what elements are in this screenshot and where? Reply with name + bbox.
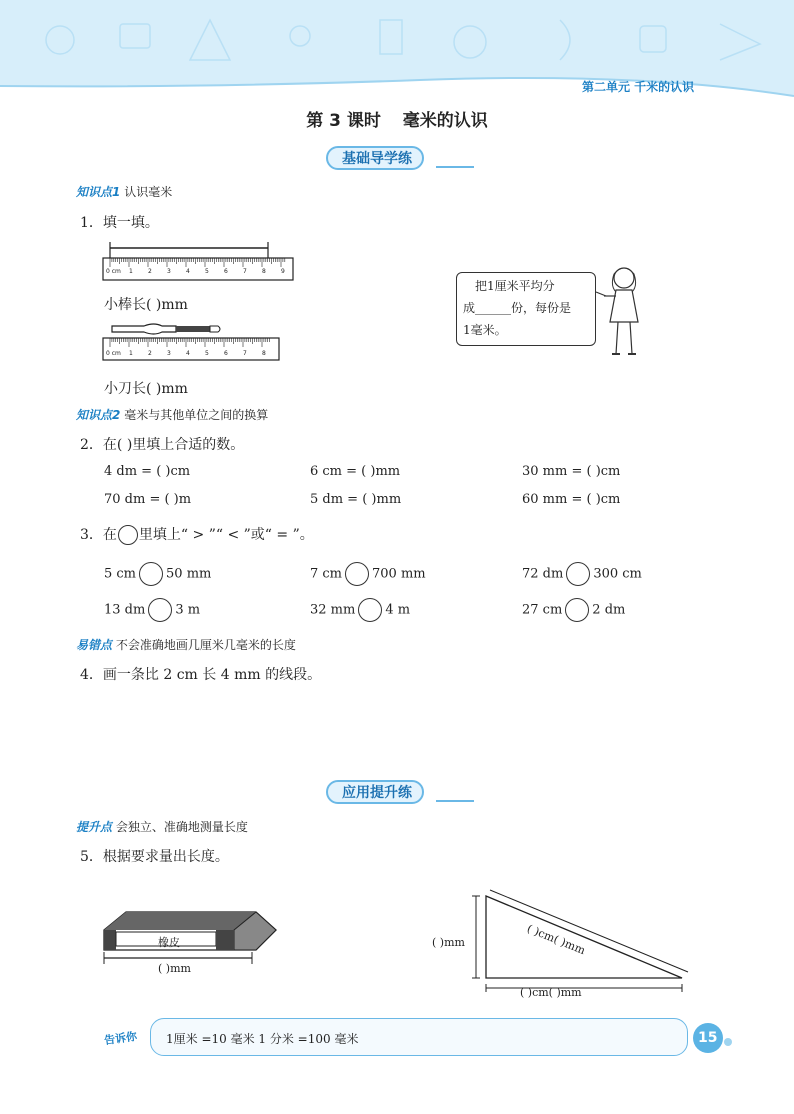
q3-left: 13 dm	[104, 602, 146, 618]
section-pill-tail	[436, 800, 474, 802]
q3-title-prefix: 3．在	[80, 527, 117, 543]
ruler1-tick-label: 7	[243, 268, 247, 275]
speech-bubble	[456, 272, 596, 346]
error-point	[76, 636, 296, 653]
q3-right: 3 m	[175, 602, 201, 618]
error-tag: 易错点	[76, 638, 113, 652]
q3-left: 32 mm	[310, 602, 356, 618]
q3-title-suffix: 里填上“ > ”“ < ”或“ = ”。	[138, 527, 314, 543]
q3-item	[310, 562, 426, 586]
q2-cell: 5 dm = ( )mm	[310, 492, 402, 507]
ruler-with-knife	[100, 320, 285, 364]
tell-you-label: 告诉你	[103, 1029, 138, 1048]
kp2-text: 毫米与其他单位之间的换算	[124, 408, 269, 422]
question-5-title: 5．根据要求量出长度。	[80, 849, 229, 865]
section-applied-pill: 应用提升练	[326, 780, 424, 804]
question-1-title: 1．填一填。	[80, 215, 159, 231]
page-number: 15	[698, 1030, 718, 1046]
ruler1-tick-label: 6	[224, 268, 228, 275]
q3-right: 2 dm	[592, 602, 626, 618]
compare-circle[interactable]	[566, 562, 590, 586]
ruler1-tick-label: 2	[148, 268, 152, 275]
question-4-title: 4．画一条比 2 cm 长 4 mm 的线段。	[80, 667, 322, 683]
lesson-number: 第 3 课时	[306, 111, 381, 131]
ruler2-unit: 0 cm	[106, 350, 121, 357]
triangle-hyp-measure: ( )cm( )mm	[525, 922, 588, 958]
ruler2-tick-label: 7	[243, 350, 247, 357]
triangle-base-measure: ( )cm( )mm	[520, 986, 582, 999]
question-3-title	[80, 524, 314, 545]
kp1-text: 认识毫米	[124, 185, 173, 199]
kp2-tag: 知识点2	[76, 408, 121, 422]
eraser-measure: ( )mm	[158, 962, 191, 975]
compare-circle-icon	[118, 525, 138, 545]
speech-line-1: 把1厘米平均分	[475, 279, 555, 293]
ruler-with-stick	[100, 236, 300, 286]
ruler2-tick-label: 4	[186, 350, 190, 357]
section-basic-pill: 基础导学练	[326, 146, 424, 170]
eraser-label: 橡皮	[158, 936, 180, 949]
q3-left: 5 cm	[104, 566, 137, 582]
ruler1-tick-label: 9	[281, 268, 285, 275]
compare-circle[interactable]	[139, 562, 163, 586]
eraser-figure	[96, 904, 286, 970]
ruler1-tick-label: 3	[167, 268, 171, 275]
girl-illustration	[594, 262, 644, 362]
ruler2-tick-label: 6	[224, 350, 228, 357]
q2-cell: 70 dm = ( )m	[104, 492, 192, 507]
ruler1-tick-label: 1	[129, 268, 133, 275]
ruler2-tick-label: 8	[262, 350, 266, 357]
q3-left: 72 dm	[522, 566, 564, 582]
q2-cell: 4 dm = ( )cm	[104, 464, 191, 479]
q3-right: 50 mm	[166, 566, 212, 582]
q3-item	[522, 598, 625, 622]
error-text: 不会准确地画几厘米几毫米的长度	[115, 638, 296, 652]
section-pill-tail	[436, 166, 474, 168]
ruler1-tick-label: 8	[262, 268, 266, 275]
compare-circle[interactable]	[148, 598, 172, 622]
compare-circle[interactable]	[565, 598, 589, 622]
ruler2-tick-label: 3	[167, 350, 171, 357]
q3-item	[104, 562, 211, 586]
q3-right: 300 cm	[593, 566, 642, 582]
ruler1-unit: 0 cm	[106, 268, 121, 275]
q3-item	[104, 598, 200, 622]
knowledge-point-2	[76, 406, 268, 423]
lesson-name: 毫米的认识	[402, 111, 488, 131]
ruler1-tick-label: 4	[186, 268, 190, 275]
unit-label: 第二单元 千米的认识	[582, 80, 695, 94]
knowledge-point-1	[76, 183, 172, 200]
triangle-height-measure: ( )mm	[432, 936, 465, 949]
q2-cell: 6 cm = ( )mm	[310, 464, 401, 479]
improve-tag: 提升点	[76, 820, 113, 834]
improve-point	[76, 818, 248, 835]
knife-length-label: 小刀长( )mm	[104, 381, 188, 397]
speech-line-2: 成______份，每份是	[463, 301, 572, 315]
kp1-tag: 知识点1	[76, 185, 121, 199]
speech-line-3: 1毫米。	[463, 323, 507, 337]
q3-item	[310, 598, 410, 622]
compare-circle[interactable]	[358, 598, 382, 622]
q3-right: 4 m	[385, 602, 411, 618]
ruler2-tick-label: 2	[148, 350, 152, 357]
q3-item	[522, 562, 642, 586]
ruler2-tick-label: 5	[205, 350, 209, 357]
q2-cell: 30 mm = ( )cm	[522, 464, 621, 479]
ruler2-tick-label: 1	[129, 350, 133, 357]
q3-left: 7 cm	[310, 566, 343, 582]
footer-fact: 1厘米 =10 毫米 1 分米 =100 毫米	[166, 1032, 359, 1046]
stick-length-label: 小棒长( )mm	[104, 297, 188, 313]
q3-right: 700 mm	[372, 566, 426, 582]
compare-circle[interactable]	[345, 562, 369, 586]
ruler1-tick-label: 5	[205, 268, 209, 275]
question-2-title: 2．在( )里填上合适的数。	[80, 437, 245, 453]
q2-cell: 60 mm = ( )cm	[522, 492, 621, 507]
improve-text: 会独立、准确地测量长度	[115, 820, 248, 834]
q3-left: 27 cm	[522, 602, 563, 618]
page-title	[0, 106, 794, 131]
